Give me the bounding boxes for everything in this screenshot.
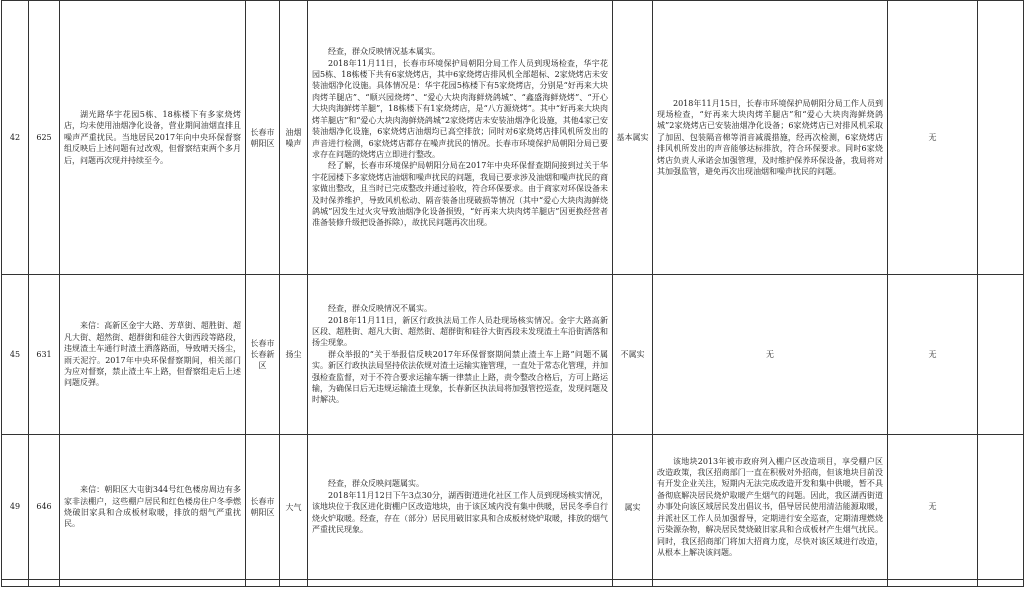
row-index: 49	[2, 435, 29, 580]
empty-cell	[978, 435, 1024, 580]
row-index: 45	[2, 275, 29, 435]
district-cell: 长春市长春新区	[246, 275, 280, 435]
findings-paragraph: 经查，群众反映情况基本属实。	[328, 47, 440, 57]
empty-cell	[246, 580, 280, 587]
complaint-text: 来信：朝阳区大屯街344号红色楼房周边有多家非法棚户，这些棚户居民和红色楼房住户冬季燃烧破旧家具和合成板材取暖，排放的烟气严重扰民。	[64, 485, 241, 529]
empty-cell	[653, 580, 888, 587]
table-row	[2, 275, 1024, 435]
findings-paragraph: 2018年11月11日，长春市环境保护局朝阳分局工作人员到现场检查，华宇花园5栋、18栋楼下共有6家烧烤店，其中6家烧烤店排风机全部超标、2家烧烤店未安装油烟净化设施。具体情况是：华宇花园5栋楼下有5家烧烤店，分别是“好再来大块肉烤羊腿店”、“顺兴园烧烤”、“爱心大块肉海鲜烧鸽城”、“鑫盛海鲜烧烤”、“开心大块肉海鲜烤羊腿”，18栋楼下有1家烧烤店，是“八方源烧烤”。其中“好再来大块肉烤羊腿店”和“爱心大块肉海鲜烧鸽城”2家烧烤店未安装油烟净化设施，其他4家已安装油烟净化设施，6家烧烤店油烟均已高空排放；同时对6家烧烤店排风机所发出的声音进行检测，6家烧烤店都存在噪声扰民的情况。长春市环境保护局朝阳分局已要求存在问题的烧烤店立即进行整改。	[312, 58, 608, 159]
findings-cell	[308, 275, 613, 435]
table-row	[2, 1, 1024, 275]
inspection-table	[1, 0, 1024, 587]
district-cell: 长春市朝阳区	[246, 1, 280, 275]
verdict-cell: 不属实	[613, 275, 653, 435]
case-number: 646	[29, 435, 60, 580]
empty-cell	[2, 580, 29, 587]
handling-text: 2018年11月15日，长春市环境保护局朝阳分局工作人员到现场检查，“好再来大块肉烤羊腿店”和“爱心大块肉海鲜烧鸽城”2家烧烤店已安装油烟净化设备；6家烧烤店已对排风机采取了加固、包装隔音棉等消音减震措施，经再次检测，6家烧烤店排风机所发出的声音能够达标排放，符合环保要求。同时6家烧烤店负责人承诺会加强管理，及时维护保养环保设备，我局将对其加强监管，避免再次出现油烟和噪声扰民的问题。	[657, 98, 883, 177]
findings-paragraph: 群众举报的“关于举报信反映2017年环保督察期间禁止渣土车上路”问题不属实。新区行政执法局坚持依法依规对渣土运输实施管理，一直处于常态化管理，并加强检查监督，对于不符合要求运输车辆一律禁止上路，责令整改合格后，方可上路运输，为确保日后无违规运输渣土现象，长春新区执法局将加强管控巡查，发现问题及时解决。	[312, 349, 608, 405]
findings-cell	[308, 1, 613, 275]
empty-cell	[613, 580, 653, 587]
handling-cell	[653, 435, 888, 580]
complaint-text: 来信：高新区金宇大路、芳草街、超胜街、超凡大街、超然街、超群街和硅谷大街西段等路段，违规渣土车通行时渣土洒落路面，导致晴天扬尘，雨天泥泞。2017年中央环保督察期间，相关部门为应对督察，禁止渣土车上路，但督察组走后上述问题反弹。	[64, 321, 241, 388]
findings-paragraph: 经查，群众反映情况不属实。	[328, 304, 432, 314]
findings-paragraph: 经查，群众反映问题属实。	[328, 479, 424, 489]
accountability-cell: 无	[888, 275, 978, 435]
empty-cell	[29, 580, 60, 587]
findings-paragraph: 经了解，长春市环境保护局朝阳分局在2017年中央环保督查期间接到过关于华宇花园楼下多家烧烤店油烟和噪声扰民的问题，我局已要求涉及油烟和噪声扰民的商家做出整改，且当时已完成整改并通过验收，符合环保要求。由于商家对环保设备未及时保养维护，导致风机松动、隔音装备出现破损等情况（其中“爱心大块肉海鲜烧鸽城”因发生过火灾导致油烟净化设备损毁，“好再来大块肉烤羊腿店”因更换经营者准备装修升级把设备拆除），故扰民问题再次出现。	[312, 161, 608, 228]
district-cell: 长春市朝阳区	[246, 435, 280, 580]
accountability-cell: 无	[888, 435, 978, 580]
category-cell: 扬尘	[280, 275, 308, 435]
empty-cell	[978, 1, 1024, 275]
category-cell: 大气	[280, 435, 308, 580]
table-row-partial	[2, 580, 1024, 587]
handling-text: 该地块2013年被市政府列入棚户区改造项目，享受棚户区改造政策，我区招商部门一直在积极对外招商，但该地块目前没有开发企业关注，短期内无法完成改造开发和集中供暖，暂不具备彻底解决居民烧炉取暖产生烟气的问题。因此，我区湖西街道办事处向该区域居民发出倡议书，倡导居民使用清洁能源取暖，并派社区工作人员加强督导，定期进行安全巡查，定期清理燃烧污染源杂物，解决居民焚烧破旧家具和合成板材产生烟气扰民。同时，我区招商部门将加大招商力度，尽快对该区域进行改造，从根本上解决该问题。	[657, 456, 883, 557]
empty-cell	[978, 580, 1024, 587]
empty-cell	[308, 580, 613, 587]
case-number: 631	[29, 275, 60, 435]
handling-cell	[653, 1, 888, 275]
findings-paragraph: 2018年11月12日下午3点30分，湖西街道进化社区工作人员到现场核实情况，该地块位于我区进化街棚户区改造地块，由于该区域内没有集中供暖，居民冬季自行烧火炉取暖。经查，存在（部分）居民用破旧家具和合成板材烧炉取暖，排放的烟气严重扰民现象。	[312, 490, 608, 535]
table-row	[2, 435, 1024, 580]
findings-paragraph: 2018年11月11日，新区行政执法局工作人员赴现场核实情况。金宇大路高新区段、超胜街、超凡大街、超然街、超群街和硅谷大街西段未发现渣土车沿街洒落和扬尘现象。	[312, 315, 608, 348]
empty-cell	[888, 580, 978, 587]
accountability-cell: 无	[888, 1, 978, 275]
complaint-cell	[60, 1, 246, 275]
handling-cell: 无	[653, 275, 888, 435]
complaint-cell	[60, 275, 246, 435]
findings-cell	[308, 435, 613, 580]
row-index: 42	[2, 1, 29, 275]
empty-cell	[60, 580, 246, 587]
complaint-cell	[60, 435, 246, 580]
verdict-cell: 基本属实	[613, 1, 653, 275]
verdict-cell: 属实	[613, 435, 653, 580]
category-cell: 油烟噪声	[280, 1, 308, 275]
complaint-text: 湖光路华宇花园5栋、18栋楼下有多家烧烤店，均未使用油烟净化设备，营业期间油烟直排且噪声严重扰民。当地居民2017年向中央环保督察组反映后上述问题有过改观，但督察结束两个多月后，问题再次现并持续至今。	[64, 109, 241, 165]
case-number: 625	[29, 1, 60, 275]
empty-cell	[280, 580, 308, 587]
empty-cell	[978, 275, 1024, 435]
